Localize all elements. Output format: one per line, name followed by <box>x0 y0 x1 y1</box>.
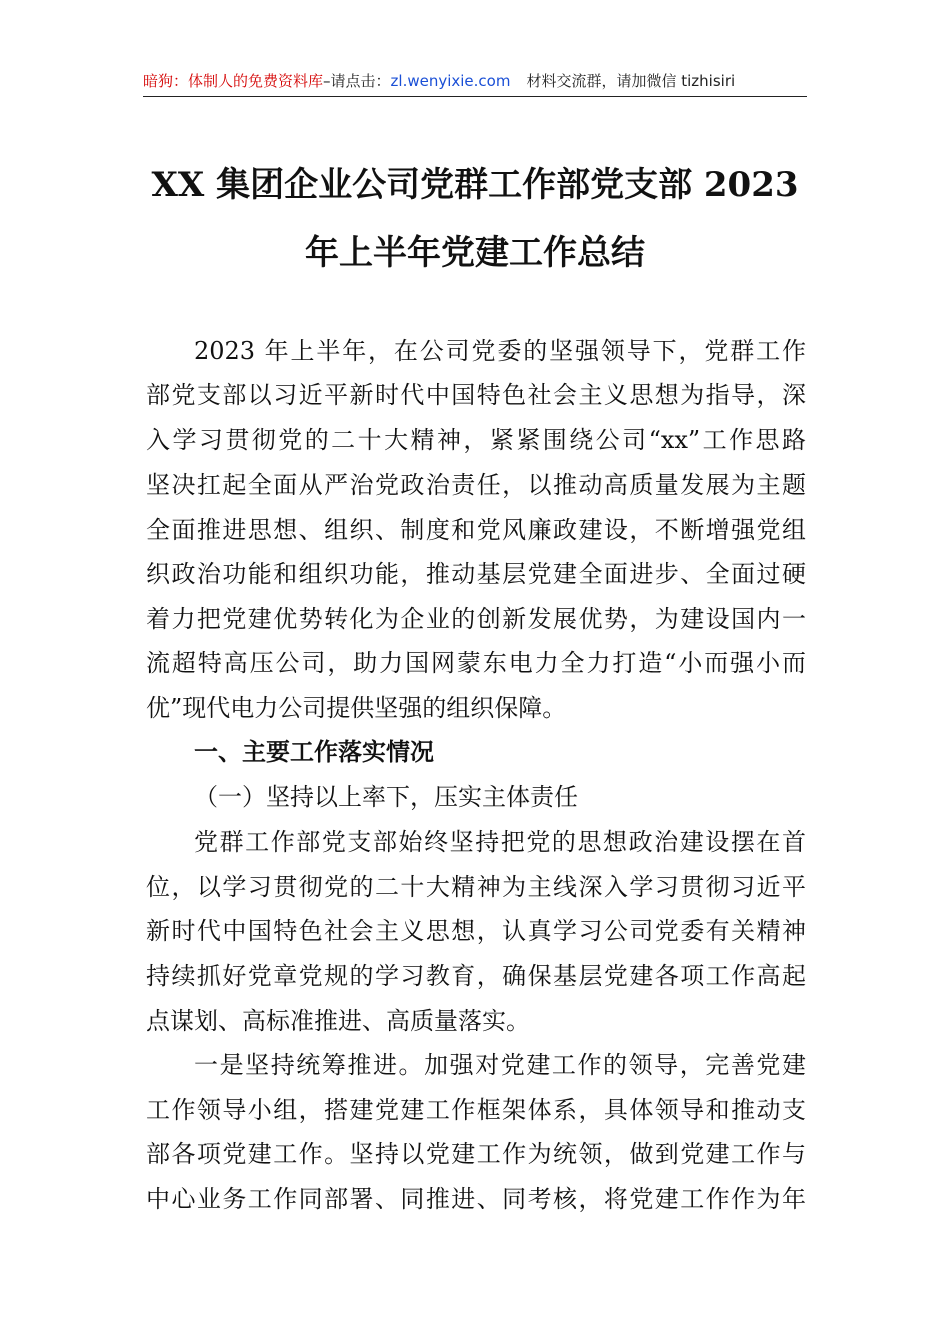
intro-line: 部党支部以习近平新时代中国特色社会主义思想为指导，深 <box>146 381 806 409</box>
document-title-line-1: XX 集团企业公司党群工作部党支部 2023 <box>151 165 799 205</box>
intro-line: 入学习贯彻党的二十大精神，紧紧围绕公司“xx”工作思路 <box>146 426 806 454</box>
paragraph-line: 部各项党建工作。坚持以党建工作为统领，做到党建工作与 <box>146 1140 806 1168</box>
header-link-url[interactable]: zl.wenyixie.com <box>390 72 511 90</box>
paragraph-line: 新时代中国特色社会主义思想，认真学习公司党委有关精神 <box>146 917 806 945</box>
paragraph-line: 位，以学习贯彻党的二十大精神为主线深入学习贯彻习近平 <box>146 873 806 901</box>
intro-line: 2023 年上半年，在公司党委的坚强领导下，党群工作 <box>194 337 806 365</box>
intro-line: 全面推进思想、组织、制度和党风廉政建设，不断增强党组 <box>146 516 806 544</box>
intro-line: 织政治功能和组织功能，推动基层党建全面进步、全面过硬 <box>146 560 806 588</box>
intro-line: 着力把党建优势转化为企业的创新发展优势，为建设国内一 <box>146 605 806 633</box>
header-contact: 材料交流群，请加微信 tizhisiri <box>526 72 736 90</box>
paragraph-line: 中心业务工作同部署、同推进、同考核，将党建工作作为年 <box>146 1185 806 1213</box>
header-link-prompt: –请点击： <box>323 72 391 90</box>
intro-line: 坚决扛起全面从严治党政治责任，以推动高质量发展为主题 <box>146 471 806 499</box>
intro-line: 优”现代电力公司提供坚强的组织保障。 <box>146 694 567 722</box>
paragraph-line: 持续抓好党章党规的学习教育，确保基层党建各项工作高起 <box>146 962 806 990</box>
intro-line: 流超特高压公司，助力国网蒙东电力全力打造“小而强小而 <box>146 649 806 677</box>
subsection-heading: （一）坚持以上率下，压实主体责任 <box>194 783 578 811</box>
header-site-name: 暗狗：体制人的免费资料库 <box>143 72 324 90</box>
section-heading: 一、主要工作落实情况 <box>194 738 434 766</box>
document-title-line-2: 年上半年党建工作总结 <box>305 233 645 273</box>
paragraph-line: 党群工作部党支部始终坚持把党的思想政治建设摆在首 <box>194 828 806 856</box>
paragraph-line: 一是坚持统筹推进。加强对党建工作的领导，完善党建 <box>194 1051 806 1079</box>
paragraph-line: 点谋划、高标准推进、高质量落实。 <box>146 1007 530 1035</box>
paragraph-line: 工作领导小组，搭建党建工作框架体系，具体领导和推动支 <box>146 1096 806 1124</box>
page-header <box>143 68 807 97</box>
